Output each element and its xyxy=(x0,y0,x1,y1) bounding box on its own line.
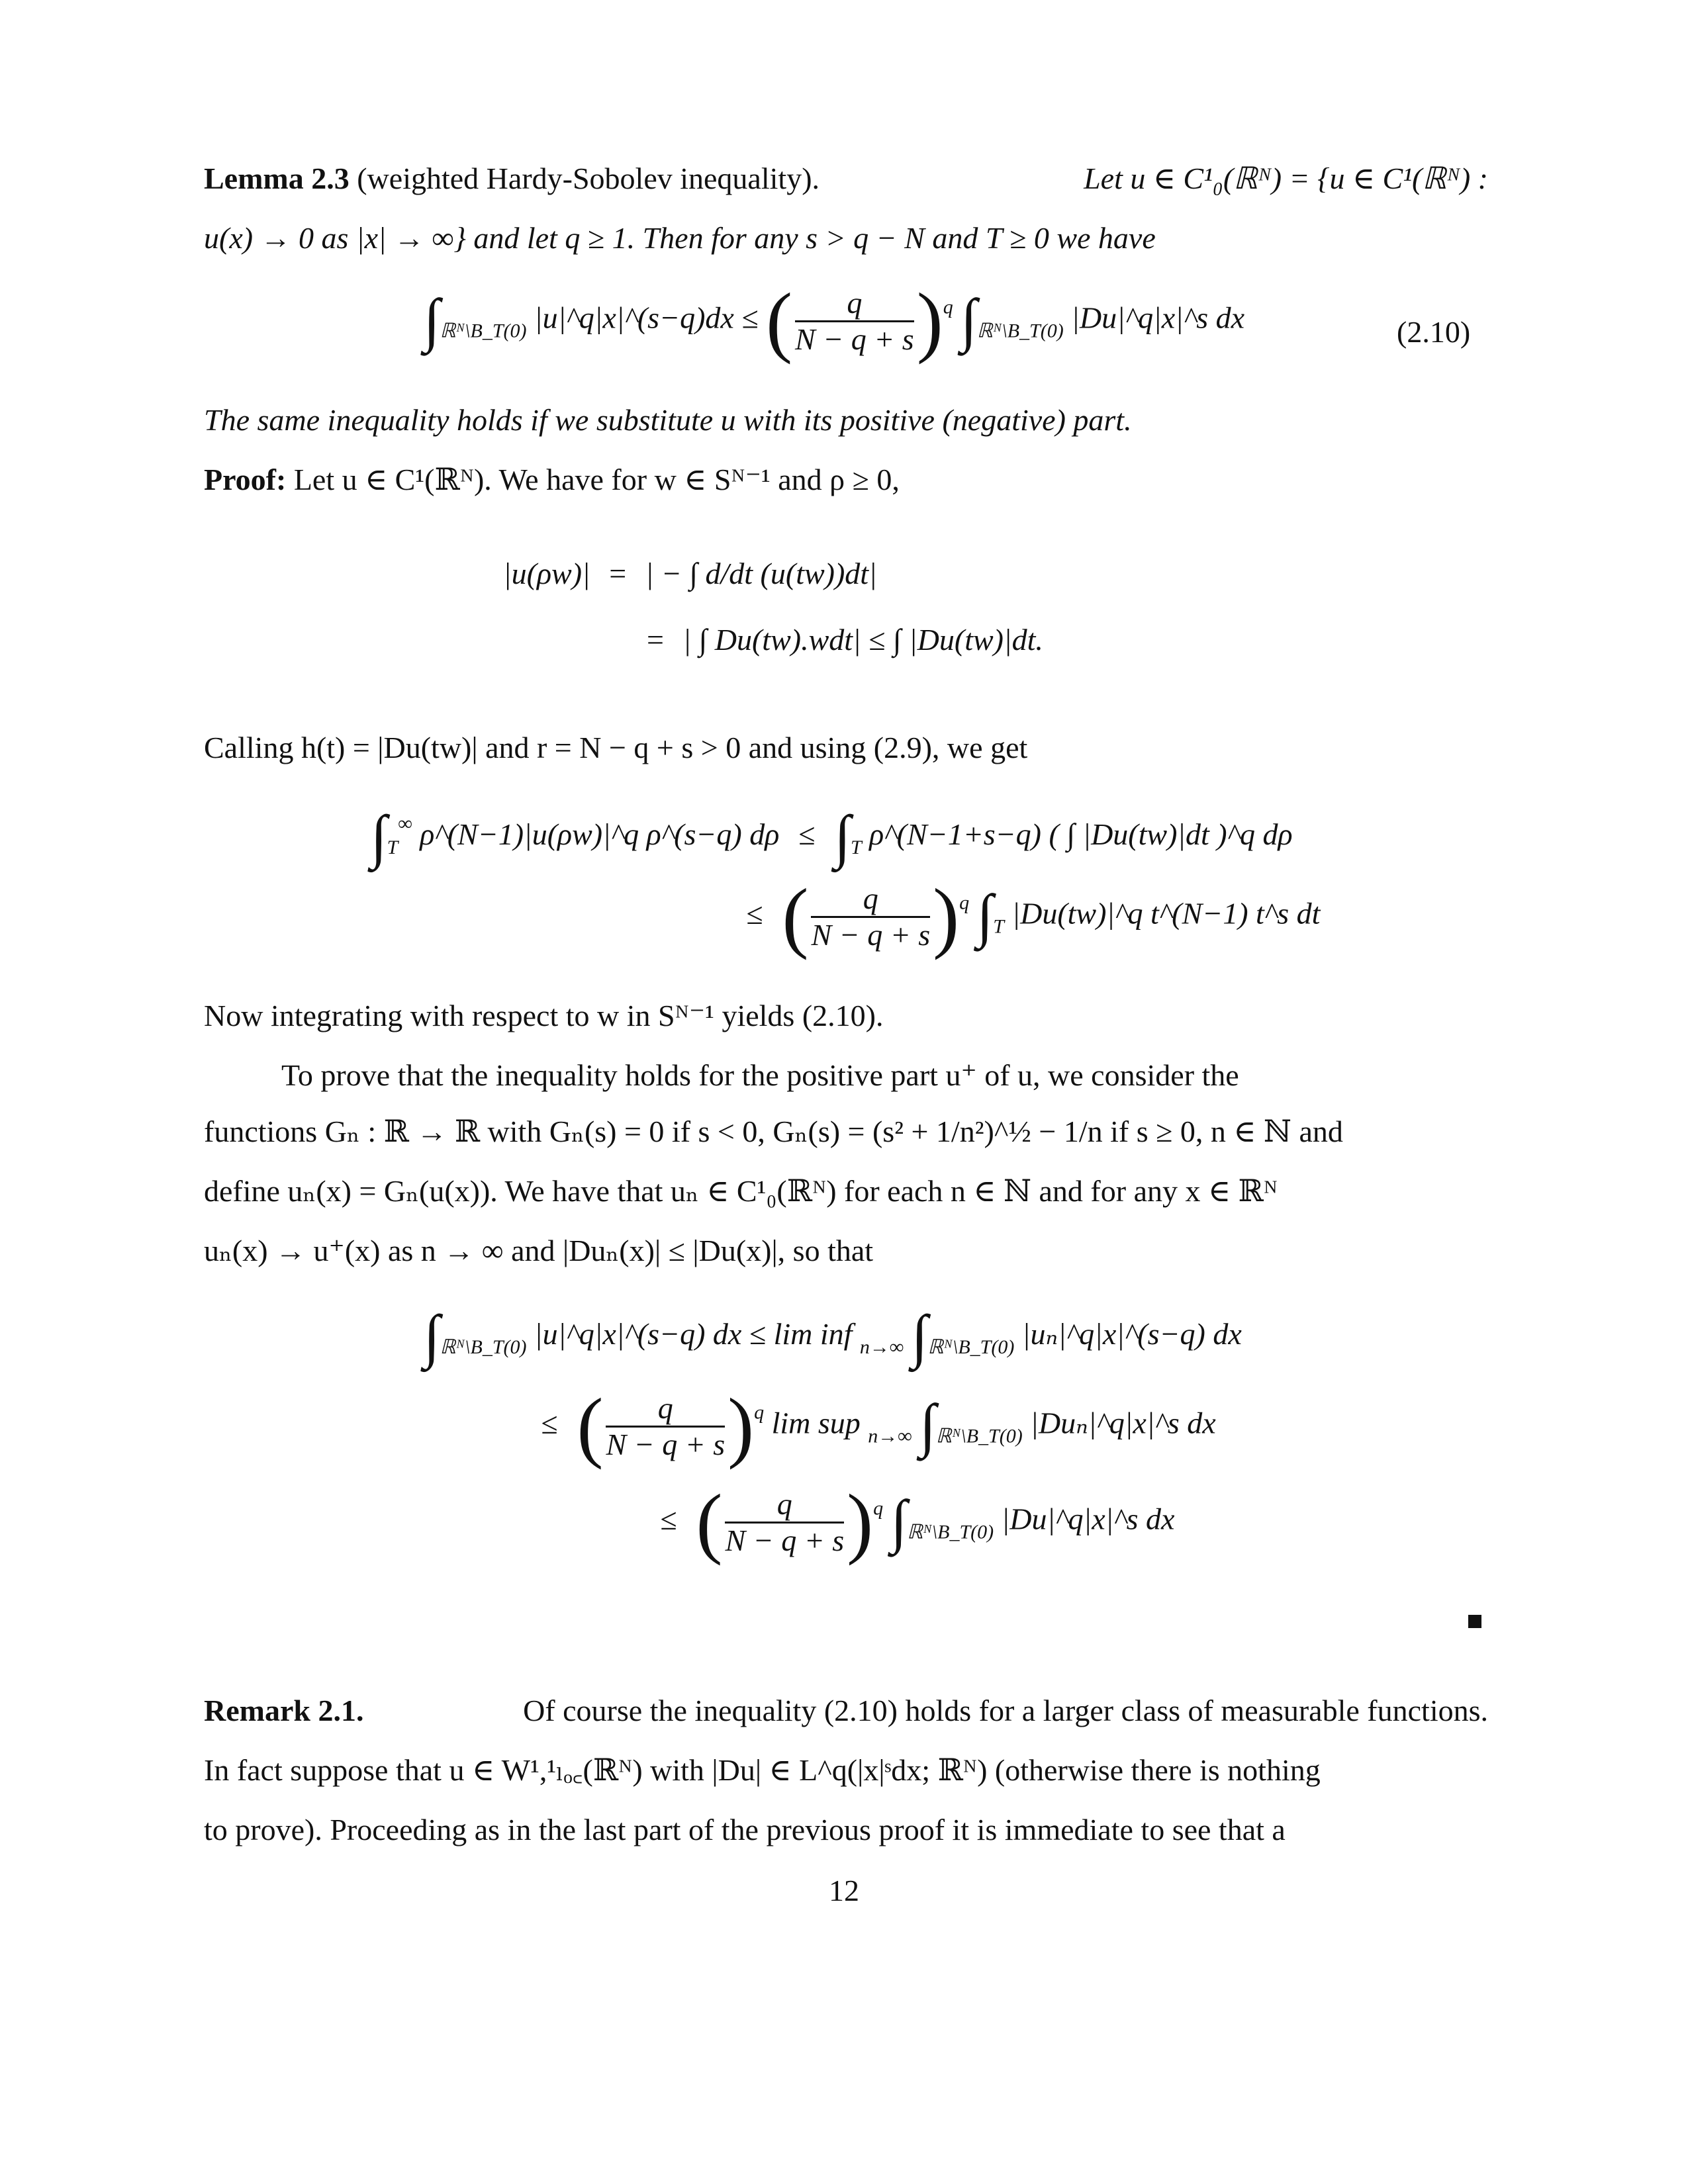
proof-para2-line-1: To prove that the inequality holds for the positive part u⁺ of u, we consider the xyxy=(281,1058,1239,1092)
e210-domain-2: ℝᴺ\B_T(0) xyxy=(976,320,1064,342)
final-rhs-3: |Du|^q|x|^s dx xyxy=(1001,1502,1175,1536)
e210-num: q xyxy=(795,286,914,322)
lemma-line-1 xyxy=(204,159,1488,199)
final-rhs-2: |Duₙ|^q|x|^s dx xyxy=(1030,1406,1216,1440)
lemma-head: Lemma 2.3 xyxy=(204,161,350,195)
u-rho-rhs-2: | ∫ Du(tw).wdt| ≤ ∫ |Du(tw)|dt. xyxy=(682,623,1043,657)
e210-domain-1: ℝᴺ\B_T(0) xyxy=(440,320,527,342)
remark-head: Remark 2.1. xyxy=(204,1694,364,1727)
lemma-after-text: The same inequality holds if we substitute u with its positive (negative) part. xyxy=(204,403,1132,437)
final-limsup: lim sup xyxy=(771,1406,861,1440)
final-lhs: |u|^q|x|^(s−q) dx ≤ lim inf xyxy=(534,1317,853,1351)
proof-para2-line-3: define uₙ(x) = Gₙ(u(x)). We have that uₙ ∈ C¹₀(ℝᴺ) for each n ∈ ℕ and for any x ∈ ℝᴺ xyxy=(204,1174,1278,1208)
equation-final-2: ≤ ( $\frac{q}{N - q + s}$ )$^q$ lim sup $_{n\to\infty}$ $\int_{ℝᴺ\backslash B\_T(0)}$ |Duₙ|^q|x|^s dx xyxy=(541,1382,1216,1470)
final-liminf-sub: n→∞ xyxy=(859,1336,904,1358)
equation-2-10: $\int_{ℝᴺ\backslash B\_T(0)}$ |u|^q|x|^(s−q)dx ≤ ( $\frac{q}{N - q + s}$ )$^q$ $\int_{ℝᴺ\backslash B\_T(0)}$ |Du|^q|x|^s dx xyxy=(424,277,1245,365)
equation-u-rho-2: = | ∫ Du(tw).wdt| ≤ ∫ |Du(tw)|dt. xyxy=(647,623,1043,657)
e210-rhs: |Du|^q|x|^s dx xyxy=(1071,300,1245,335)
remark-line-1 xyxy=(204,1691,1488,1731)
u-rho-rhs-1: | − ∫ d/dt (u(tw))dt| xyxy=(645,557,877,590)
final-den-2: N − q + s xyxy=(725,1523,845,1557)
final-num-1: q xyxy=(606,1391,725,1428)
final-limsup-sub: n→∞ xyxy=(868,1425,912,1447)
remark-text-2: In fact suppose that u ∈ W¹,¹ₗₒ꜀(ℝᴺ) with |Du| ∈ L^q(|x|ˢdx; ℝᴺ) (otherwise there is nothing xyxy=(204,1753,1321,1787)
int-den: N − q + s xyxy=(811,917,931,952)
lemma-line-2: u(x) → 0 as |x| → ∞} and let q ≥ 1. Then for any s > q − N and T ≥ 0 we have xyxy=(204,221,1156,255)
int-lower-T-2: T xyxy=(850,837,862,858)
int-num: q xyxy=(811,882,930,918)
proof-para2-line-2: functions Gₙ : ℝ → ℝ with Gₙ(s) = 0 if s < 0, Gₙ(s) = (s² + 1/n²)^½ − 1/n if s ≥ 0, n ∈ ℕ and xyxy=(204,1115,1343,1148)
lemma-line-1-rest: Let u ∈ C¹₀(ℝᴺ) = {u ∈ C¹(ℝᴺ) : xyxy=(1084,161,1488,195)
proof-intro-line xyxy=(204,460,900,500)
final-dom-1: ℝᴺ\B_T(0) xyxy=(440,1336,527,1358)
final-dom-4: ℝᴺ\B_T(0) xyxy=(907,1521,994,1543)
equation-final-1: $\int_{ℝᴺ\backslash B\_T(0)}$ |u|^q|x|^(s−q) dx ≤ lim inf $_{n\to\infty}$ $\int_{ℝᴺ\backslash B\_T(0)}$ |uₙ|^q|x|^(s−q) dx xyxy=(424,1304,1242,1369)
u-rho-lhs: |u(ρw)| xyxy=(503,557,590,590)
qed-square xyxy=(1468,1615,1481,1628)
final-dom-3: ℝᴺ\B_T(0) xyxy=(935,1425,1023,1447)
int-upper-1: ∞ xyxy=(398,813,412,835)
final-num-2: q xyxy=(725,1487,844,1524)
equation-integral-2: ≤ ( $\frac{q}{N - q + s}$ )$^q$ $\int_T$ |Du(tw)|^q t^(N−1) t^s dt xyxy=(746,872,1321,960)
int-lhs: ρ^(N−1)|u(ρw)|^q ρ^(s−q) dρ xyxy=(420,817,780,851)
equation-integral-1: $\int_T^\infty$ ρ^(N−1)|u(ρw)|^q ρ^(s−q) $d\rho \le \int_T$ ρ^(N−1+s−q) ( ∫ |Du(tw)|dt )^q dρ xyxy=(371,804,1293,870)
e210-lhs: |u|^q|x|^(s−q)dx ≤ xyxy=(534,300,759,335)
int-rhs-1: ρ^(N−1+s−q) ( ∫ |Du(tw)|dt )^q dρ xyxy=(869,817,1293,851)
int-lower-T-3: T xyxy=(993,915,1004,938)
proof-integrating: Now integrating with respect to w in Sᴺ⁻¹ yields (2.10). xyxy=(204,999,884,1032)
equation-u-rho-1: |u(ρw)| = | − ∫ d/dt (u(tw))dt| xyxy=(503,557,877,590)
final-den-1: N − q + s xyxy=(606,1427,726,1461)
equation-final-3: ≤ ( $\frac{q}{N - q + s}$ )$^q$ $\int_{ℝᴺ\backslash B\_T(0)}$ |Du|^q|x|^s dx xyxy=(660,1478,1175,1566)
e210-den: N − q + s xyxy=(795,322,914,356)
proof-head: Proof: xyxy=(204,463,287,496)
equation-label-2-10: (2.10) xyxy=(1397,315,1471,349)
lemma-title: (weighted Hardy-Sobolev inequality). xyxy=(357,161,820,195)
proof-para2-line-4: uₙ(x) → u⁺(x) as n → ∞ and |Duₙ(x)| ≤ |Du(x)|, so that xyxy=(204,1234,874,1267)
final-dom-2: ℝᴺ\B_T(0) xyxy=(927,1336,1015,1358)
page-number: 12 xyxy=(829,1874,859,1907)
final-rhs-1: |uₙ|^q|x|^(s−q) dx xyxy=(1021,1317,1242,1351)
remark-text-3: to prove). Proceeding as in the last part of the previous proof it is immediate to see that a xyxy=(204,1813,1286,1846)
int-lower-T-1: T xyxy=(387,837,399,858)
proof-intro: Let u ∈ C¹(ℝᴺ). We have for w ∈ Sᴺ⁻¹ and ρ ≥ 0, xyxy=(293,463,900,496)
proof-calling: Calling h(t) = |Du(tw)| and r = N − q + s > 0 and using (2.9), we get xyxy=(204,731,1028,764)
remark-text-1: Of course the inequality (2.10) holds for a larger class of measurable functions. xyxy=(523,1694,1488,1727)
int-rhs-2: |Du(tw)|^q t^(N−1) t^s dt xyxy=(1011,896,1321,931)
